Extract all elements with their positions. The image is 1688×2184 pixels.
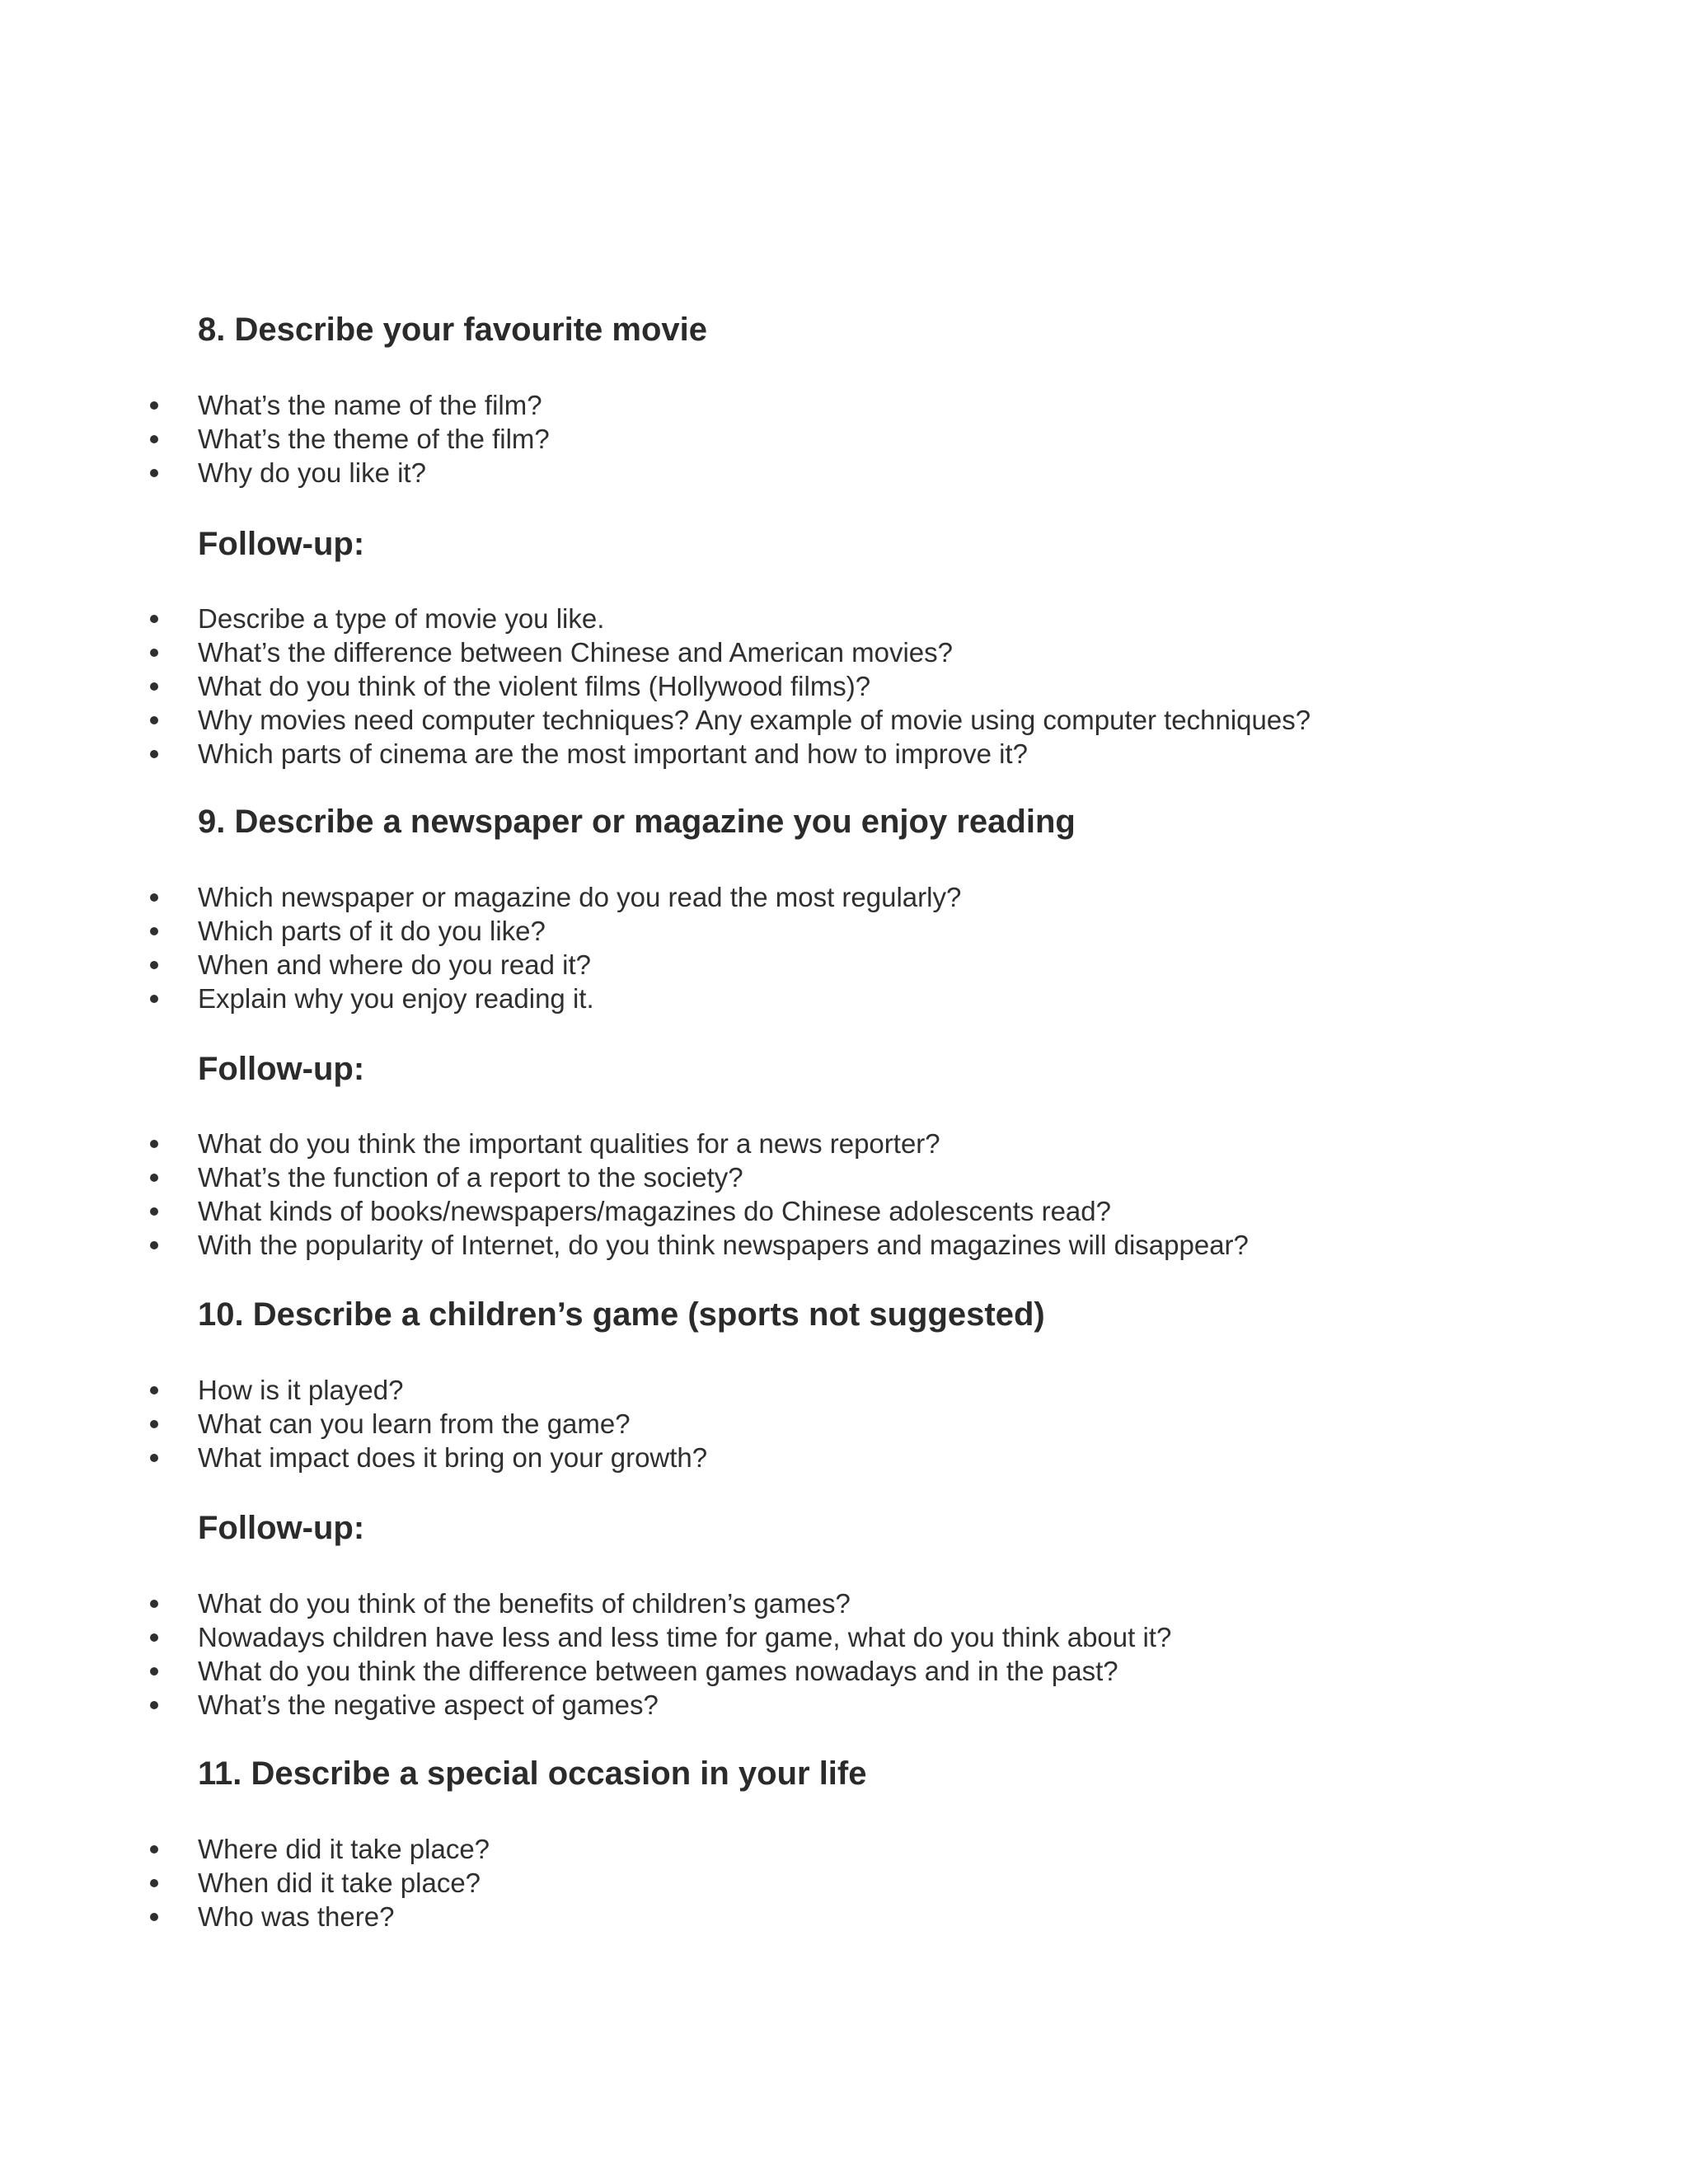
bullet-icon	[150, 927, 158, 935]
bullet-icon	[150, 1913, 158, 1921]
section-9-title: 9. Describe a newspaper or magazine you enjoy reading	[198, 804, 1076, 840]
bullet-icon	[150, 1600, 158, 1608]
bullet-icon	[150, 1174, 158, 1182]
bullet-icon	[150, 1140, 158, 1148]
bullet-icon	[150, 401, 158, 410]
bullet-icon	[150, 1701, 158, 1709]
bullet-icon	[150, 469, 158, 477]
section-8-followup-title: Follow-up:	[198, 526, 365, 562]
section-8-title: 8. Describe your favourite movie	[198, 312, 708, 348]
bullet-icon	[150, 961, 158, 969]
document-page: 8. Describe your favourite movie What’s the name of the film? What’s the theme of the film? Why do you like it? Follow-up: Describe a type of movie you like. What’s the difference between Chinese and American movies? What do you think of the violent films (Hollywood films)? Why movies need computer techniques? Any example of movie using computer techniques? Which parts of cinema are the most important and how to improve it? 9. Describe a newspaper or magazine you enjoy reading Which newspaper or magazine do you read the most regularly? Which parts of it do you like? When and where do you read it? Explain why you enjoy reading it. Follow-up: What do you think the important qualities for a news reporter? What’s the function of a report to the society? What kinds of books/newspapers/magazines do Chinese adolescents read? With the popularity of Internet, do you think newspapers and magazines will disappear? 10. Describe a children’s game (sports not suggested) How is it played? What can you learn from the game? What impact does it bring on your growth? Follow-up: What do you think of the benefits of children’s games? Nowadays children have less and less time for game, what do you think about it? What do you think the difference between games nowadays and in the past? What’s the negative aspect of games? 11. Describe a special occasion in your life Where did it take place? When did it take place? Who was there?	[0, 0, 1688, 2184]
bullet-icon	[150, 1879, 158, 1887]
bullet-icon	[150, 649, 158, 657]
bullet-icon	[150, 1667, 158, 1675]
bullet-icon	[150, 893, 158, 902]
bullet-icon	[150, 1241, 158, 1249]
bullet-icon	[150, 1386, 158, 1394]
bullet-icon	[150, 615, 158, 623]
bullet-icon	[150, 750, 158, 758]
bullet-icon	[150, 682, 158, 691]
bullet-icon	[150, 1420, 158, 1428]
bullet-icon	[150, 1207, 158, 1216]
section-9-followup-title: Follow-up:	[198, 1051, 365, 1087]
bullet-icon	[150, 1633, 158, 1642]
bullet-icon	[150, 435, 158, 443]
bullet-icon	[150, 1454, 158, 1462]
bullet-icon	[150, 716, 158, 724]
section-11-title: 11. Describe a special occasion in your life	[198, 1755, 867, 1792]
bullet-icon	[150, 995, 158, 1003]
bullet-icon	[150, 1845, 158, 1854]
section-10-followup-title: Follow-up:	[198, 1510, 365, 1546]
section-10-title: 10. Describe a children’s game (sports not suggested)	[198, 1296, 1045, 1333]
